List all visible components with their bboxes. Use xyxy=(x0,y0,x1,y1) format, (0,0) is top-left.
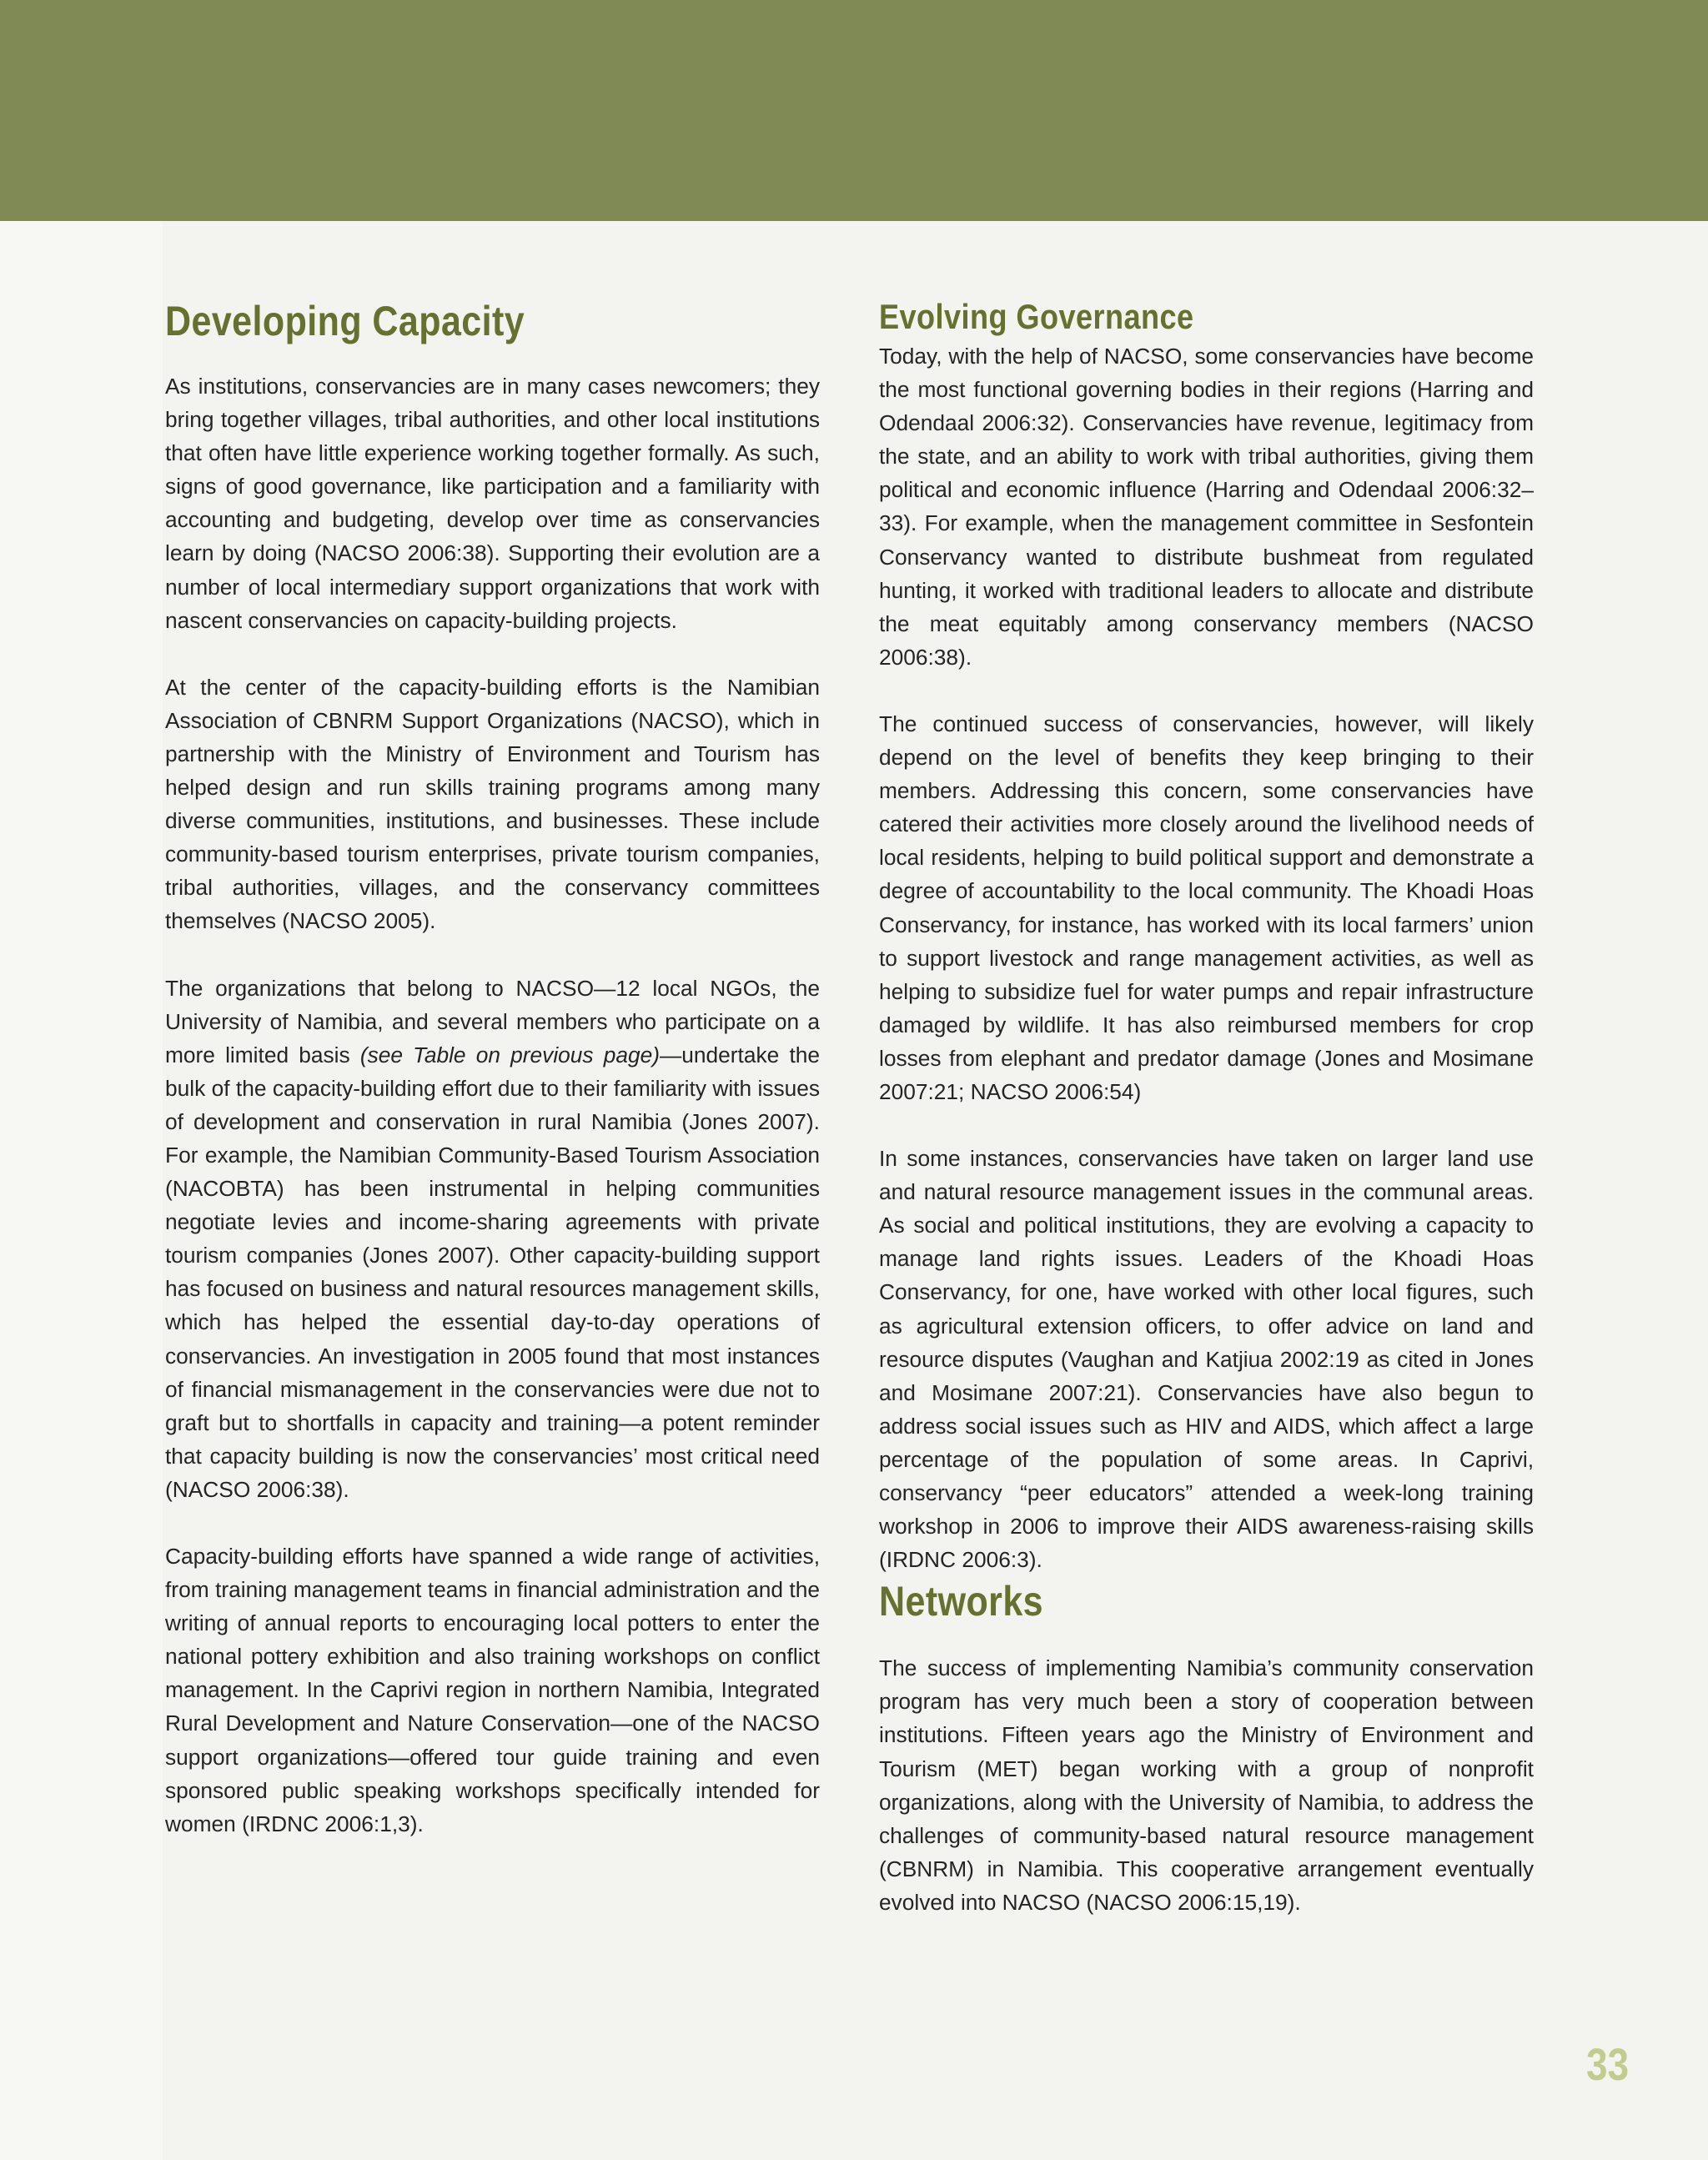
header-band xyxy=(0,0,1708,221)
heading-networks: Networks xyxy=(879,1578,1044,1625)
paragraph-text: —undertake the bulk of the capacity-building effort due to their familiarity with issues of development and conservation in rural Namibia (Jones 2007). For example, the Namibian Community-Based Tourism Association (NACOBTA) has been instrumental in helping communities negotiate levies and income-sharing agreements with private tourism companies (Jones 2007). Other capacity-building support has focused on business and natural resources management skills, which has helped the essential day-to-day operations of conservancies. An investigation in 2005 found that most instances of financial mismanagement in the conservancies were due not to graft but to shortfalls in capacity and training—a potent reminder that capacity building is now the conservancies’ most critical need (NACSO 2006:38). xyxy=(165,1042,820,1502)
paragraph xyxy=(165,972,820,1507)
paragraph: The continued success of conservancies, however, will likely depend on the level of benefits they keep bringing to their members. Addressing this concern, some conservancies have catered their activities more closely around the livelihood needs of local residents, helping to build political support and demonstrate a degree of accountability to the local community. The Khoadi Hoas Conservancy, for instance, has worked with its local farmers’ union to support livestock and range management activities, as well as helping to subsidize fuel for water pumps and repair infrastructure damaged by wildlife. It has also reimbursed members for crop losses from elephant and predator damage (Jones and Mosimane 2007:21; NACSO 2006:54) xyxy=(879,711,1534,1104)
paragraph: At the center of the capacity-building efforts is the Namibian Association of CBNRM Support Organizations (NACSO), which in partnership with the Ministry of Environment and Tourism has helped design and run skills training programs among many diverse communities, institutions, and businesses. These include community-based tourism enterprises, private tourism companies, tribal authorities, villages, and the conservancy committees themselves (NACSO 2005). xyxy=(165,674,820,934)
table-reference: (see Table on previous page) xyxy=(359,1042,660,1067)
paragraph: Today, with the help of NACSO, some conservancies have become the most functional governing bodies in their regions (Harring and Odendaal 2006:32). Conservancies have revenue, legitimacy from the state, and an ability to work with tribal authorities, giving them political and economic influence (Harring and Odendaal 2006:32–33). For example, when the management committee in Sesfontein Conservancy wanted to distribute bushmeat from regulated hunting, it worked with traditional leaders to allocate and distribute the meat equitably among conservancy members (NACSO 2006:38). xyxy=(879,344,1534,670)
heading-evolving-governance: Evolving Governance xyxy=(879,297,1194,336)
paragraph: In some instances, conservancies have taken on larger land use and natural resource management issues in the communal areas. As social and political institutions, they are evolving a capacity to manage land rights issues. Leaders of the Khoadi Hoas Conservancy, for one, have worked with other local figures, such as agricultural extension officers, to offer advice on land and resource disputes (Vaughan and Katjiua 2002:19 as cited in Jones and Mosimane 2007:21). Conservancies have also begun to address social issues such as HIV and AIDS, which affect a large percentage of the population of some areas. In Caprivi, conservancy “peer educators” attended a week-long training workshop in 2006 to improve their AIDS awareness-raising skills (IRDNC 2006:3). xyxy=(879,1146,1534,1573)
right-column xyxy=(879,296,1534,1919)
left-column xyxy=(165,296,820,1841)
paragraph: Capacity-building efforts have spanned a wide range of activities, from training management teams in financial administration and the writing of annual reports to encouraging local potters to enter the national pottery exhibition and also training workshops on conflict management. In the Caprivi region in northern Namibia, Integrated Rural Development and Nature Conservation—one of the NACSO support organizations—offered tour guide training and even sponsored public speaking workshops specifically intended for women (IRDNC 2006:1,3). xyxy=(165,1544,820,1836)
paragraph: As institutions, conservancies are in many cases newcomers; they bring together villages, tribal authorities, and other local institutions that often have little experience working together formally. As such, signs of good governance, like participation and a familiarity with accounting and budgeting, develop over time as conservancies learn by doing (NACSO 2006:38). Supporting their evolution are a number of local intermediary support organizations that work with nascent conservancies on capacity-building projects. xyxy=(165,374,820,633)
paragraph-text: The organizations that belong to NACSO—12 local NGOs, the University of Namibia, and several members who participate on a more limited basis xyxy=(165,975,820,1067)
margin-strip xyxy=(0,221,163,2160)
heading-developing-capacity: Developing Capacity xyxy=(165,298,525,344)
paragraph: The success of implementing Namibia’s community conservation program has very much been a story of cooperation between institutions. Fifteen years ago the Ministry of Environment and Tourism (MET) began working with a group of nonprofit organizations, along with the University of Namibia, to address the challenges of community-based natural resource management (CBNRM) in Namibia. This cooperative arrangement eventually evolved into NACSO (NACSO 2006:15,19). xyxy=(879,1655,1534,1915)
page-number: 33 xyxy=(1586,2040,1630,2090)
